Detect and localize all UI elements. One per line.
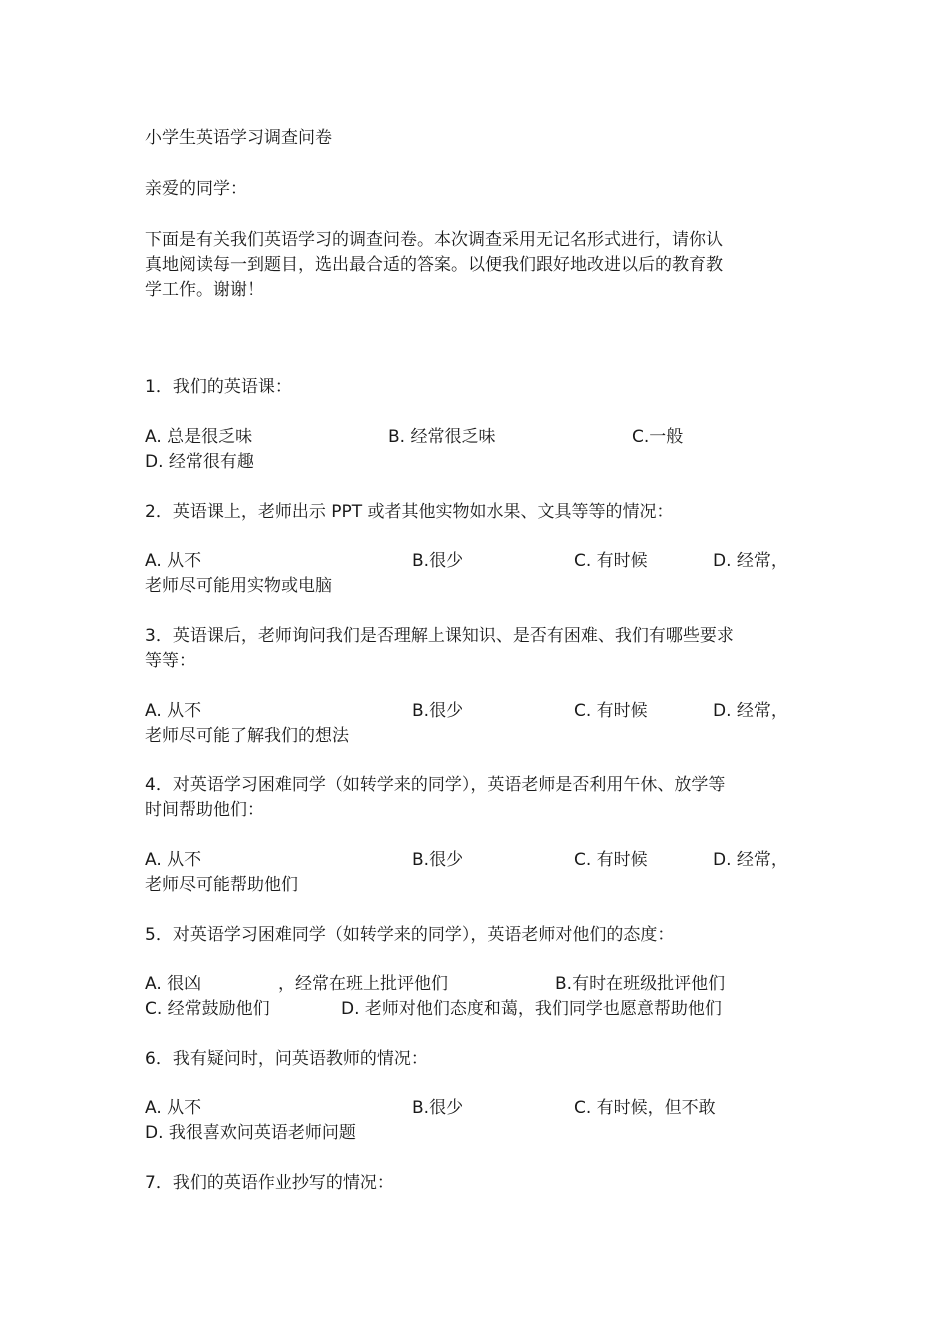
option-c: C. 有时候 [574,701,648,721]
option-c: C.一般 [632,427,684,447]
option-a: A. 从不 [145,850,202,870]
option-b: B.很少 [412,1098,464,1118]
greeting: 亲爱的同学： [145,179,247,199]
question-prompt: 1．我们的英语课： [145,377,292,397]
option-a: A. 从不 [145,1098,202,1118]
intro-line: 学工作。谢谢！ [145,280,264,300]
question-prompt: 6．我有疑问时，问英语教师的情况： [145,1049,428,1069]
question-prompt-continued: 等等： [145,651,196,671]
option-c: C. 有时候，但不敢 [574,1098,716,1118]
question-prompt: 4．对英语学习困难同学（如转学来的同学），英语老师是否利用午休、放学等 [145,775,726,795]
question-prompt: 5．对英语学习困难同学（如转学来的同学），英语老师对他们的态度： [145,925,675,945]
question-prompt-continued: 时间帮助他们： [145,800,264,820]
option-b: B.很少 [412,701,464,721]
option-a: A. 总是很乏味 [145,427,253,447]
option-d: D. 经常很有趣 [145,452,254,472]
question-prompt: 2．英语课上，老师出示 PPT 或者其他实物如水果、文具等等的情况： [145,502,674,522]
option-b: B.有时在班级批评他们 [555,974,726,994]
question-prompt: 7．我们的英语作业抄写的情况： [145,1173,394,1193]
option-a: A. 很凶 [145,974,202,994]
option-d-continued: 老师尽可能用实物或电脑 [145,576,332,596]
option-d: D. 经常， [713,701,788,721]
option-a-continued: ，经常在班上批评他们 [278,974,448,994]
option-a: A. 从不 [145,701,202,721]
option-b: B.很少 [412,551,464,571]
option-d: D. 老师对他们态度和蔼，我们同学也愿意帮助他们 [341,999,722,1019]
option-b: B. 经常很乏味 [388,427,496,447]
option-d-continued: 老师尽可能帮助他们 [145,875,298,895]
intro-line: 下面是有关我们英语学习的调查问卷。本次调查采用无记名形式进行，请你认 [145,230,723,250]
option-b: B.很少 [412,850,464,870]
option-d: D. 经常， [713,850,788,870]
option-d-continued: 老师尽可能了解我们的想法 [145,726,349,746]
option-c: C. 有时候 [574,551,648,571]
option-c: C. 经常鼓励他们 [145,999,270,1019]
document-title: 小学生英语学习调查问卷 [145,128,332,148]
option-c: C. 有时候 [574,850,648,870]
question-prompt: 3．英语课后，老师询问我们是否理解上课知识、是否有困难、我们有哪些要求 [145,626,734,646]
option-d: D. 经常， [713,551,788,571]
option-a: A. 从不 [145,551,202,571]
intro-line: 真地阅读每一到题目，选出最合适的答案。以便我们跟好地改进以后的教育教 [145,255,723,275]
option-d: D. 我很喜欢问英语老师问题 [145,1123,356,1143]
